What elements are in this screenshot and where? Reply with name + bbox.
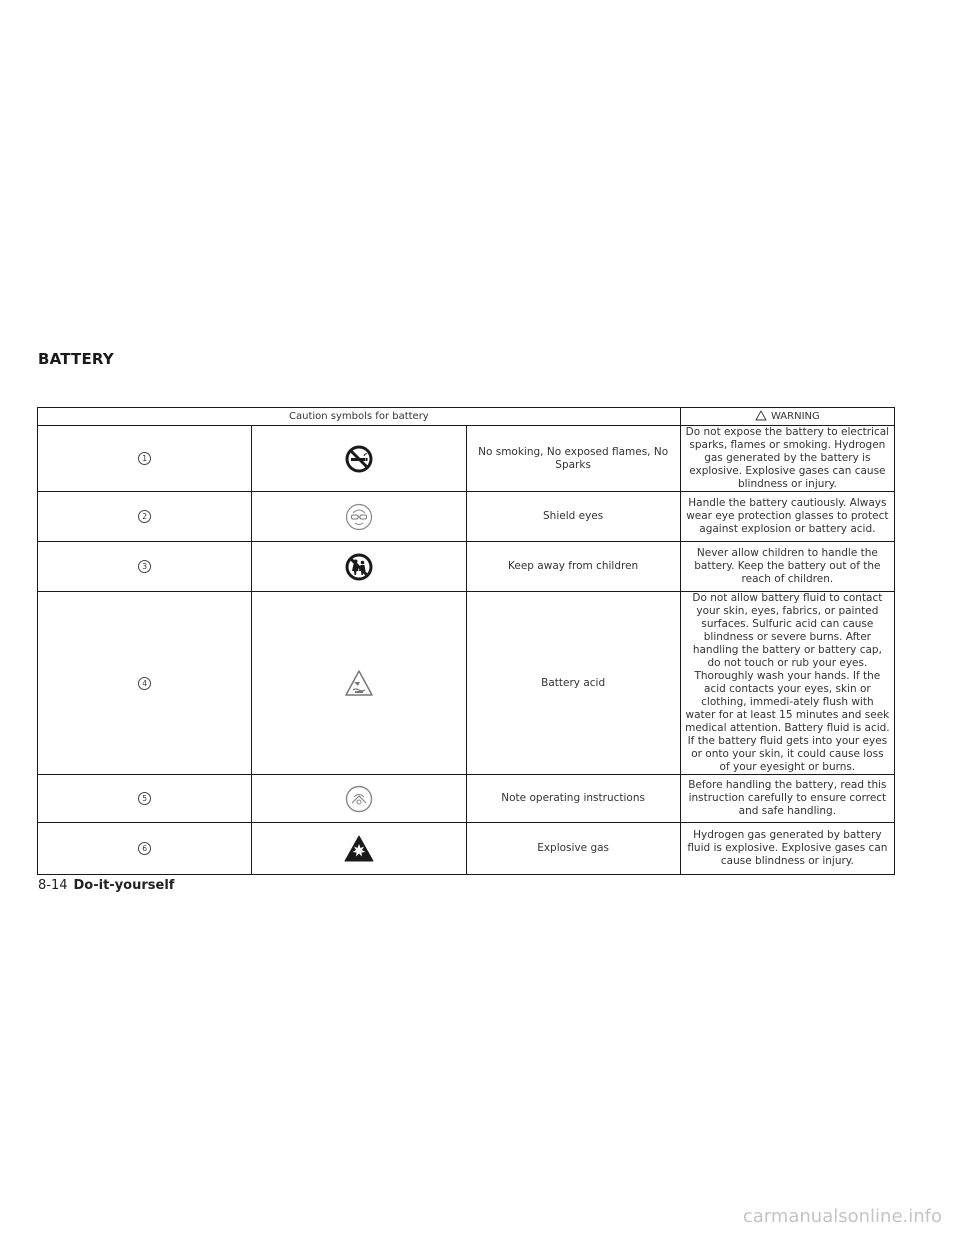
instructions-icon: [344, 784, 374, 814]
row-description: Never allow children to handle the battery. Keep the battery out of the reach of children.: [680, 542, 894, 592]
row-name: No smoking, No exposed flames, No Sparks: [466, 426, 680, 492]
table-header-row: [38, 408, 895, 426]
row-description: Hydrogen gas generated by battery fluid is explosive. Explosive gases can cause blindness or injury.: [680, 823, 894, 875]
row-name: Battery acid: [466, 592, 680, 775]
page-footer: [38, 878, 174, 893]
explosive-gas-icon: [344, 834, 374, 864]
table-row: [38, 542, 895, 592]
keep-away-children-icon: [344, 552, 374, 582]
section-title: BATTERY: [38, 350, 114, 368]
watermark: carmanualsonline.info: [742, 1206, 942, 1227]
row-symbol: [252, 426, 466, 492]
row-name: Note operating instructions: [466, 775, 680, 823]
no-smoking-icon: [344, 444, 374, 474]
warning-label: WARNING: [770, 411, 820, 422]
row-symbol: [252, 592, 466, 775]
row-number: [38, 775, 252, 823]
row-name: Shield eyes: [466, 492, 680, 542]
row-description: Before handling the battery, read this instruction carefully to ensure correct and safe handling.: [680, 775, 894, 823]
table-row: [38, 492, 895, 542]
row-number: [38, 823, 252, 875]
row-symbol: [252, 823, 466, 875]
table-row: [38, 823, 895, 875]
row-name: Explosive gas: [466, 823, 680, 875]
row-name: Keep away from children: [466, 542, 680, 592]
page-number: 8-14: [38, 878, 68, 893]
number-circle: 1: [138, 452, 151, 465]
number-circle: 5: [138, 792, 151, 805]
row-description: Do not allow battery fluid to contact your skin, eyes, fabrics, or painted surfaces. Sulfuric acid can cause blindness or severe burns. After handling the battery or battery cap, do not touch or rub your eyes. Thoroughly wash your hands. If the acid contacts your eyes, skin or clothing, immedi-ately flush with water for at least 15 minutes and seek medical attention. Battery fluid is acid. If the battery fluid gets into your eyes or onto your skin, it could cause loss of your eyesight or burns.: [680, 592, 894, 775]
row-number: [38, 426, 252, 492]
table-row: [38, 426, 895, 492]
table-row: [38, 775, 895, 823]
row-description: Handle the battery cautiously. Always wear eye protection glasses to protect against explosion or battery acid.: [680, 492, 894, 542]
table-row: [38, 592, 895, 775]
number-circle: 4: [138, 677, 151, 690]
row-description: Do not expose the battery to electrical sparks, flames or smoking. Hydrogen gas generated by the battery is explosive. Explosive gases can cause blindness or injury.: [680, 426, 894, 492]
row-number: [38, 592, 252, 775]
row-symbol: [252, 542, 466, 592]
header-caution-symbols: Caution symbols for battery: [38, 408, 681, 426]
battery-acid-icon: [344, 668, 374, 698]
row-symbol: [252, 775, 466, 823]
number-circle: 3: [138, 560, 151, 573]
number-circle: 6: [138, 842, 151, 855]
row-symbol: [252, 492, 466, 542]
warning-triangle-icon: [755, 410, 767, 421]
chapter-title: Do-it-yourself: [73, 878, 175, 893]
eye-protection-icon: [344, 502, 374, 532]
battery-caution-table: [37, 407, 895, 875]
number-circle: 2: [138, 510, 151, 523]
row-number: [38, 492, 252, 542]
row-number: [38, 542, 252, 592]
header-warning: [680, 408, 894, 426]
